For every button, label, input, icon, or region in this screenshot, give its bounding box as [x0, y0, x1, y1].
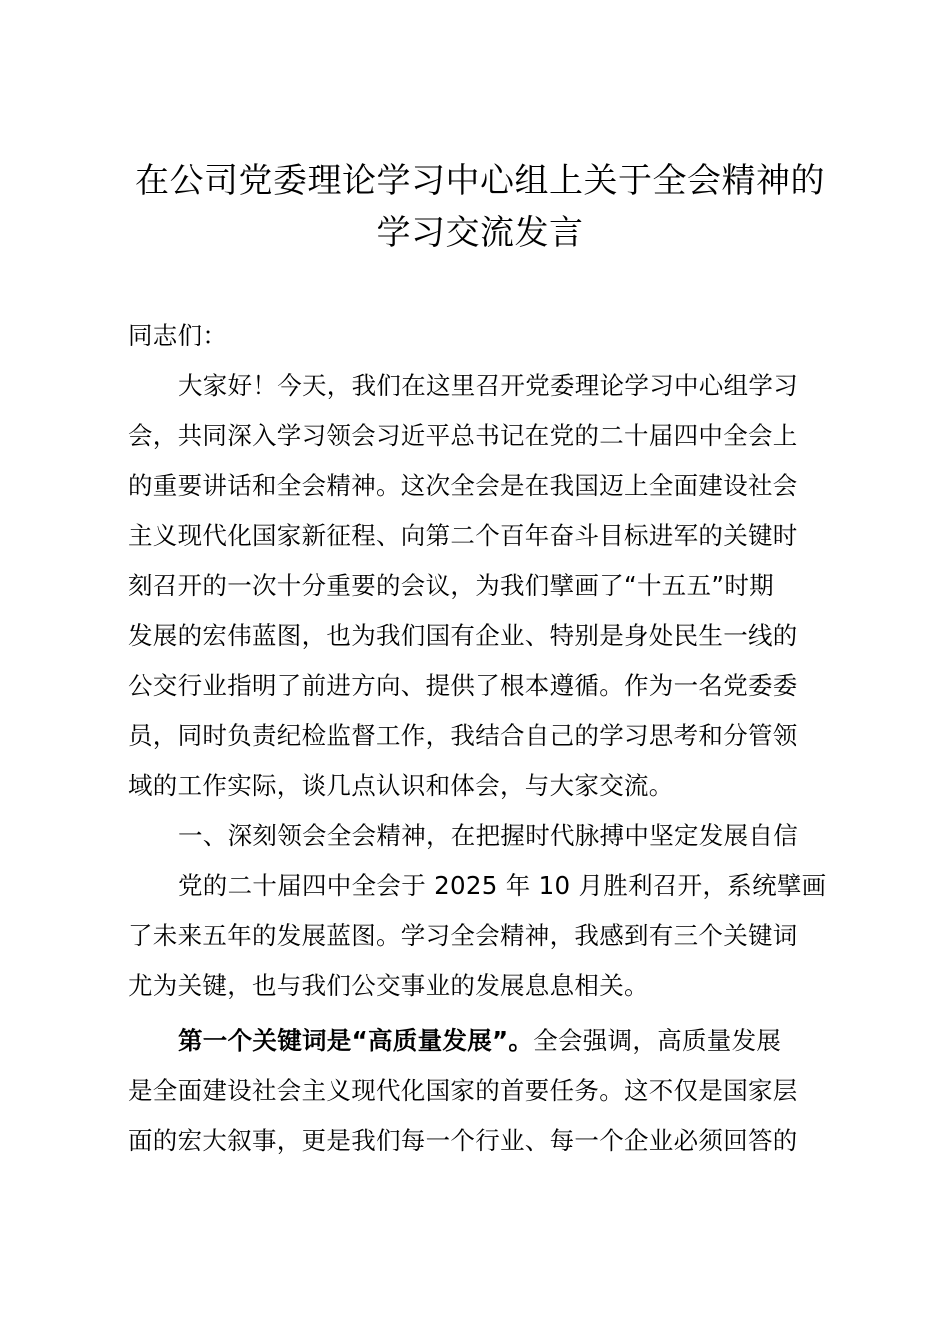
paragraph-line: 了未来五年的发展蓝图。学习全会精神，我感到有三个关键词 [128, 921, 798, 950]
paragraph-line: 尤为关键，也与我们公交事业的发展息息相关。 [128, 971, 649, 1000]
paragraph-line: 会，共同深入学习领会习近平总书记在党的二十届四中全会上 [128, 421, 798, 450]
paragraph-line: 党的二十届四中全会于 2025 年 10 月胜利召开，系统擘画 [178, 871, 827, 900]
paragraph-congress [128, 861, 832, 1011]
paragraph-line: 主义现代化国家新征程、向第二个百年奋斗目标进军的关键时 [128, 521, 798, 550]
title-line-1: 在公司党委理论学习中心组上关于全会精神的 [135, 161, 825, 201]
paragraph-line: 域的工作实际，谈几点认识和体会，与大家交流。 [128, 771, 674, 800]
paragraph-line: 是全面建设社会主义现代化国家的首要任务。这不仅是国家层 [128, 1076, 798, 1105]
paragraph-line: 员，同时负责纪检监督工作，我结合自己的学习思考和分管领 [128, 721, 798, 750]
paragraph-line: 面的宏大叙事，更是我们每一个行业、每一个企业必须回答的 [128, 1126, 798, 1155]
paragraph-line: 刻召开的一次十分重要的会议，为我们擘画了“十五五”时期 [128, 571, 774, 600]
paragraph-line [128, 1016, 832, 1066]
section-heading-1: 一、深刻领会全会精神，在把握时代脉搏中坚定发展自信 [178, 821, 798, 850]
paragraph-line: 的重要讲话和全会精神。这次全会是在我国迈上全面建设社会 [128, 471, 798, 500]
paragraph-line: 发展的宏伟蓝图，也为我们国有企业、特别是身处民生一线的 [128, 621, 798, 650]
paragraph-intro [128, 361, 832, 811]
paragraph-line: 公交行业指明了前进方向、提供了根本遵循。作为一名党委委 [128, 671, 798, 700]
keyword-lead: 第一个关键词是“高质量发展”。 [178, 1026, 534, 1055]
salutation: 同志们： [128, 321, 228, 350]
paragraph-line: 大家好！今天，我们在这里召开党委理论学习中心组学习 [178, 371, 798, 400]
document-body [128, 311, 832, 1166]
title-line-2: 学习交流发言 [376, 213, 584, 253]
document-title [100, 155, 860, 259]
paragraph-keyword-1 [128, 1016, 832, 1166]
keyword-line-rest: 全会强调，高质量发展 [533, 1026, 782, 1055]
